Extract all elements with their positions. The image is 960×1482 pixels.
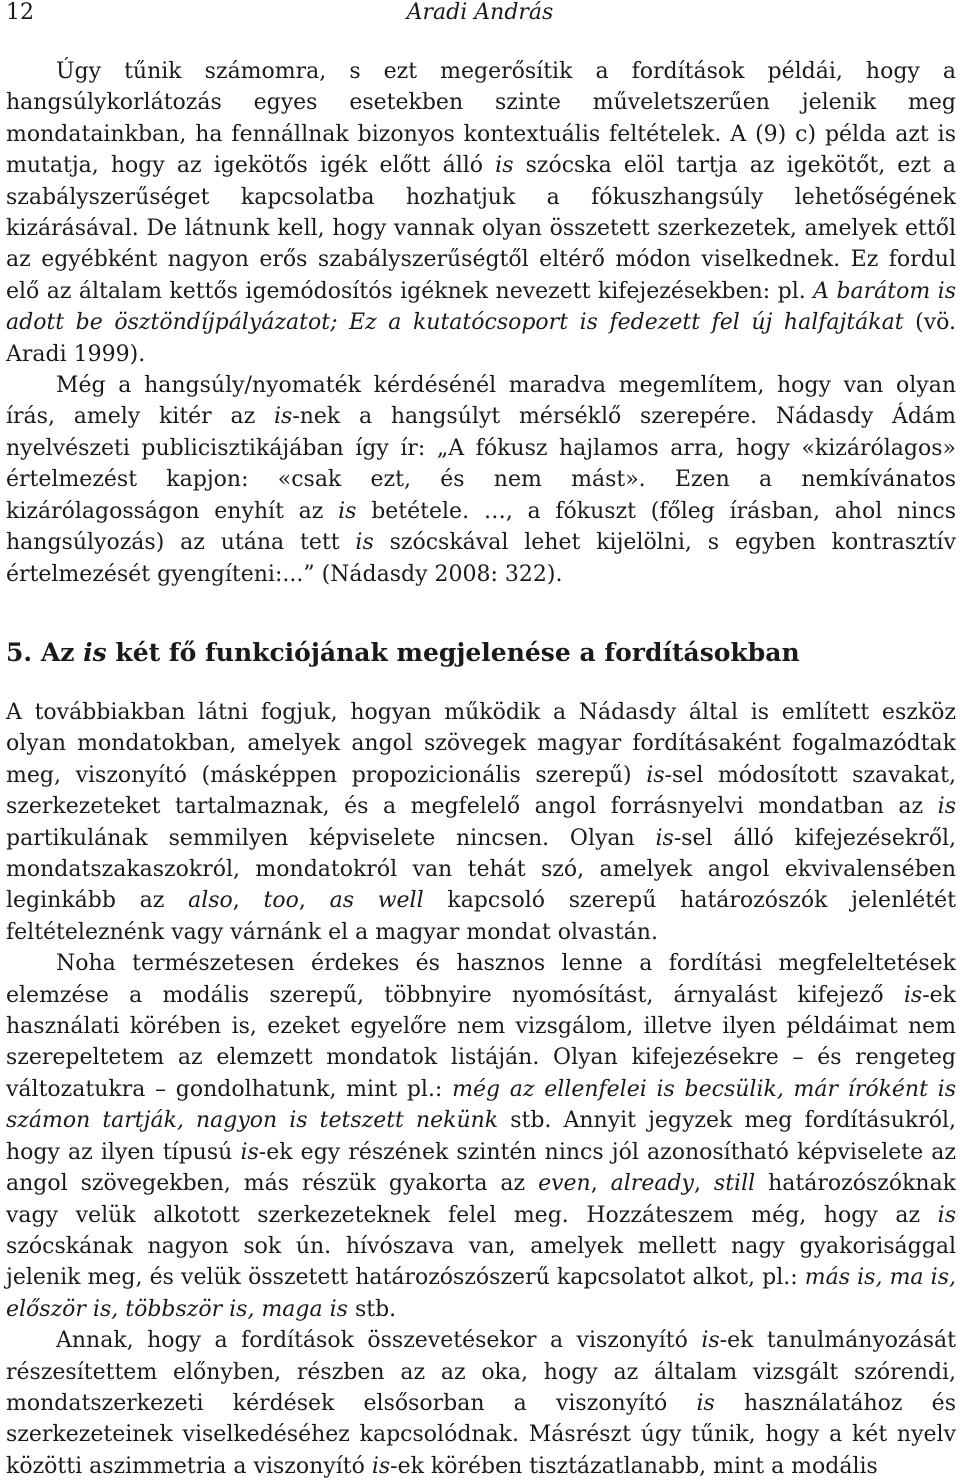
text-run: -nek a hangsúlyt mérséklő szerepére. Nádasdy Ádám nyelvészeti publicisztikájában így ír: „A fókusz hajlamos arra, hogy «kizárólagos» értelmezést kapjon: «csak ezt, és nem mást». Ezen a nemkívánatos kizárólagosságon enyhít az xyxy=(6,404,956,524)
italic-run: is xyxy=(495,153,514,179)
italic-run: is xyxy=(937,794,956,820)
section-number: 5. xyxy=(6,638,33,667)
text-run: Úgy tűnik számomra, s ezt megerősítik a fordítások példái, hogy a hangsúlykorlátozás egyes esetekben szinte műveletszerűen jelenik meg mondatainkban, ha fennállnak bizonyos kontextuális feltételek. A (9) c) példa azt is mutatja, hogy az igekötős igék előtt álló xyxy=(6,59,956,179)
section-body xyxy=(6,697,956,1482)
italic-run: is xyxy=(371,1453,391,1479)
italic-run: is xyxy=(240,1139,259,1165)
italic-run: is xyxy=(273,404,293,430)
section-heading xyxy=(6,635,954,671)
italic-run: even xyxy=(538,1171,591,1197)
italic-run: as well xyxy=(329,888,424,914)
text-run: Noha természetesen érdekes és hasznos lenne a fordítási megfeleltetések elemzése a modális szerepű, többnyire nyomósítást, árnyalást kifejező xyxy=(6,951,956,1008)
italic-run: still xyxy=(713,1171,756,1197)
italic-run: is xyxy=(696,1390,715,1416)
text-run: A továbbiakban látni fogjuk, hogyan működik a Nádasdy által is említett eszköz olyan mondatokban, amelyek angol szövegek magyar fordításaként fogalmazódtak meg, viszonyító (másképpen propozicionális szerepű) xyxy=(6,700,956,788)
italic-run: még az ellenfelei is becsülik, már íróként is számon tartják, nagyon is tetszett nekünk xyxy=(6,1076,956,1134)
paragraph xyxy=(6,56,956,370)
italic-run: más is, ma is, először is, többször is, maga is xyxy=(6,1265,956,1322)
text-run: stb. Annyit jegyzek meg fordításukról, hogy az ilyen típusú xyxy=(6,1108,957,1165)
text-run: kapcsoló szerepű határozószók jelenlétét feltételeznénk vagy várnánk el a magyar mondat olvastán. xyxy=(6,888,956,945)
text-run: -ek körében tisztázatlanabb, mint a modális xyxy=(390,1453,878,1479)
text-run: határozószóknak vagy velük alkotott szerkezeteknek felel meg. Hozzáteszem még, hogy az xyxy=(6,1171,957,1228)
italic-run: too xyxy=(263,888,299,914)
text-run: -sel álló kifejezésekről, mondatszakaszokról, mondatokról van tehát szó, amelyek angol ekvivalensében leginkább az xyxy=(6,825,956,914)
text-run: szócska elöl tartja az igekötőt, ezt a szabályszerűséget kapcsolatba hozhatjuk a fókuszhangsúly lehetőségének kizárásával. De látnunk kell, hogy vannak olyan összetett szerkezetek, amelyek ettől az egyébként nagyon erős szabályszerűségtől eltérő módon viselkednek. Ez fordul elő az általam kettős igemódosítós igéknek nevezett kifejezésekben: pl. xyxy=(6,153,956,304)
italic-run: is xyxy=(646,762,665,788)
italic-run: already xyxy=(610,1171,694,1197)
intro-text-block xyxy=(6,56,956,590)
italic-run: is xyxy=(338,498,357,524)
text-run: betétele. …, a fókuszt (főleg írásban, ahol nincs hangsúlyozás) az utána tett xyxy=(6,498,956,556)
text-run: használatához és szerkezeteinek viselkedéséhez kapcsolódnak. Másrészt úgy tűnik, hogy a két nyelv közötti aszimmetria a viszonyító xyxy=(6,1390,956,1479)
text-run: szócskával lehet kijelölni, s egyben kontrasztív értelmezését gyengíteni:...” (Nádasdy 2008: 322). xyxy=(6,530,957,587)
text-run: -ek használati körében is, ezeket egyelőre nem vizsgálom, illetve ilyen példáimat nem szerepeltetem az elemzett mondatok listáján. Olyan kifejezésekre – és rengeteg változatukra – gondolhatunk, mint pl.: xyxy=(6,982,956,1102)
text-run: partikulának semmilyen képviselete nincsen. Olyan xyxy=(6,825,656,851)
italic-run: also xyxy=(188,888,233,914)
text-run: stb. xyxy=(347,1296,397,1322)
text-run: Annak, hogy a fordítások összevetésekor a viszonyító xyxy=(56,1328,702,1354)
italic-run: is xyxy=(937,1202,956,1228)
italic-run: A barátom is adott be ösztöndíjpályázatot; Ez a kutatócsoport is fedezett fel új halfajtákat xyxy=(6,278,957,336)
text-run: , xyxy=(590,1171,611,1197)
italic-run: is xyxy=(701,1328,720,1354)
page-header xyxy=(6,0,954,30)
italic-run: is xyxy=(903,982,923,1008)
italic-run: is xyxy=(355,530,374,556)
text-run: szócskának nagyon sok ún. hívószava van, amelyek mellett nagy gyakorisággal jelenik meg, és velük összetett határozószószerű kapcsolatot alkot, pl.: xyxy=(6,1233,956,1291)
italic-run: is xyxy=(655,825,674,851)
page-number: 12 xyxy=(6,0,34,25)
text-run: (vö. Aradi 1999). xyxy=(6,310,956,367)
running-head: Aradi András xyxy=(406,0,554,25)
text-run: , xyxy=(298,888,330,914)
text-run: , xyxy=(232,888,264,914)
paragraph xyxy=(6,948,956,1325)
paragraph xyxy=(6,370,956,590)
section-title: Az is két fő funkciójának megjelenése a fordításokban xyxy=(40,638,800,667)
paragraph xyxy=(6,1325,956,1482)
paragraph xyxy=(6,697,956,948)
text-run: -ek egy részének szintén nincs jól azonosítható képviselete az angol szövegekben, más részük gyakorta az xyxy=(6,1139,957,1197)
text-run: Még a hangsúly/nyomaték kérdésénél maradva megemlítem, hogy van olyan írás, amely kitér az xyxy=(6,373,956,430)
text-run: -sel módosított szavakat, szerkezeteket tartalmaznak, és a megfelelő angol forrásnyelvi mondatban az xyxy=(6,762,956,820)
text-run: -ek tanulmányozását részesítettem előnyben, részben az az oka, hogy az általam vizsgált szórendi, mondatszerkezeti kérdések elsősorban a viszonyító xyxy=(6,1328,956,1416)
text-run: , xyxy=(693,1171,714,1197)
